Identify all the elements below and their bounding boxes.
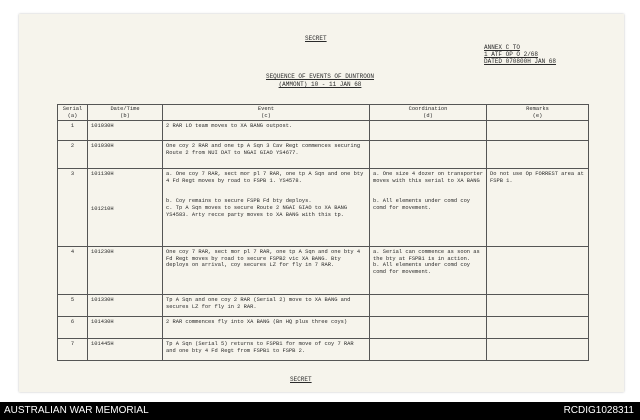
event-cell: 2 RAR LO team moves to XA BANG outpost.	[163, 121, 370, 141]
archive-name: AUSTRALIAN WAR MEMORIAL	[4, 405, 149, 416]
serial-cell: 4	[58, 247, 88, 295]
coordination-cell	[370, 247, 487, 295]
coord-a: a. Serial can commence as soon as the bty at FSPB1 is in action.	[373, 249, 480, 262]
event-cell	[163, 169, 370, 247]
annex-line-2: 1 ATF OP O 2/68	[484, 51, 539, 58]
coord-b: b. All elements under comd coy comd for movement.	[373, 262, 471, 275]
classification-bottom: SECRET	[290, 376, 312, 383]
record-id: RCDIG1028311	[563, 405, 634, 416]
annex-line-3: DATED 070800H JAN 68	[484, 58, 557, 65]
remarks-cell: Do not use Op FORREST area at FSPB 1.	[487, 169, 589, 247]
header-date-time: Date/Time (b)	[88, 105, 163, 121]
remarks-cell	[487, 121, 589, 141]
table-row	[58, 317, 589, 339]
remarks-cell	[487, 141, 589, 169]
coordination-cell	[370, 169, 487, 247]
event-cell: Tp A Sqn and one coy 2 RAR (Serial 2) move to XA BANG and secures LZ for fly in 2 RAR.	[163, 295, 370, 317]
serial-cell: 3	[58, 169, 88, 247]
coordination-cell	[370, 121, 487, 141]
event-b: b. Coy remains to secure FSPB Fd bty deploys.	[166, 198, 312, 205]
table-row	[58, 169, 589, 247]
remarks-cell	[487, 247, 589, 295]
serial-cell: 5	[58, 295, 88, 317]
event-cell: Tp A Sqn (Serial 5) returns to FSPB1 for move of coy 7 RAR and one bty 4 Fd Regt from FSPB1 to FSPB 2.	[163, 339, 370, 361]
annex-line-1: ANNEX C TO	[484, 44, 521, 51]
document-title: SEQUENCE OF EVENTS OF DUNTROON	[265, 73, 375, 80]
table-row	[58, 247, 589, 295]
annex-reference	[484, 44, 556, 65]
event-cell: One coy 7 RAR, sect mor pl 7 RAR, one tp A Sqn and one bty 4 Fd Regt moves by road to secure FSPB2 vic XA BANG. Bty deploys on arrival, coy secures LZ for fly in 7 RAR.	[163, 247, 370, 295]
coordination-cell	[370, 141, 487, 169]
table-row	[58, 295, 589, 317]
remarks-cell	[487, 317, 589, 339]
table-row	[58, 141, 589, 169]
time-cell: 101230H	[88, 247, 163, 295]
table-header-row	[58, 105, 589, 121]
serial-cell: 1	[58, 121, 88, 141]
time-cell	[88, 169, 163, 247]
time-a: 101130H	[91, 171, 114, 178]
header-event: Event (c)	[163, 105, 370, 121]
coordination-cell	[370, 339, 487, 361]
time-b: 101210H	[91, 205, 114, 212]
archive-footer-bar	[0, 402, 640, 420]
time-cell: 101030H	[88, 141, 163, 169]
table-row	[58, 121, 589, 141]
classification-top: SECRET	[305, 35, 327, 42]
document-subtitle: (AMMONT) 10 - 11 JAN 68	[278, 81, 362, 88]
event-c: c. Tp A Sqn moves to secure Route 2 NGAI GIAO to XA BANG YS4583. Arty recce party moves to XA BANG with this tp.	[166, 204, 348, 218]
coordination-cell	[370, 295, 487, 317]
time-cell: 101430H	[88, 317, 163, 339]
header-remarks: Remarks (e)	[487, 105, 589, 121]
time-cell: 101330H	[88, 295, 163, 317]
events-table	[57, 104, 589, 361]
serial-cell: 7	[58, 339, 88, 361]
remarks-cell	[487, 295, 589, 317]
coord-a: a. One size 4 dozer on transporter moves with this serial to XA BANG	[373, 171, 483, 184]
coord-b: b. All elements under comd coy comd for movement.	[373, 198, 471, 211]
event-cell: 2 RAR commences fly into XA BANG (Bn HQ plus three coys)	[163, 317, 370, 339]
serial-cell: 6	[58, 317, 88, 339]
table-row	[58, 339, 589, 361]
event-cell: One coy 2 RAR and one tp A Sqn 3 Cav Regt commences securing Route 2 from NUI DAT to NGAI GIAO YS4677.	[163, 141, 370, 169]
header-coordination: Coordination (d)	[370, 105, 487, 121]
time-cell: 101030H	[88, 121, 163, 141]
event-a: a. One coy 7 RAR, sect mor pl 7 RAR, one tp A Sqn and one bty 4 Fd Regt moves by road to FSPB 1. YS4578.	[166, 171, 364, 184]
remarks-cell	[487, 339, 589, 361]
header-serial: Serial (a)	[58, 105, 88, 121]
time-cell: 101445H	[88, 339, 163, 361]
coordination-cell	[370, 317, 487, 339]
serial-cell: 2	[58, 141, 88, 169]
